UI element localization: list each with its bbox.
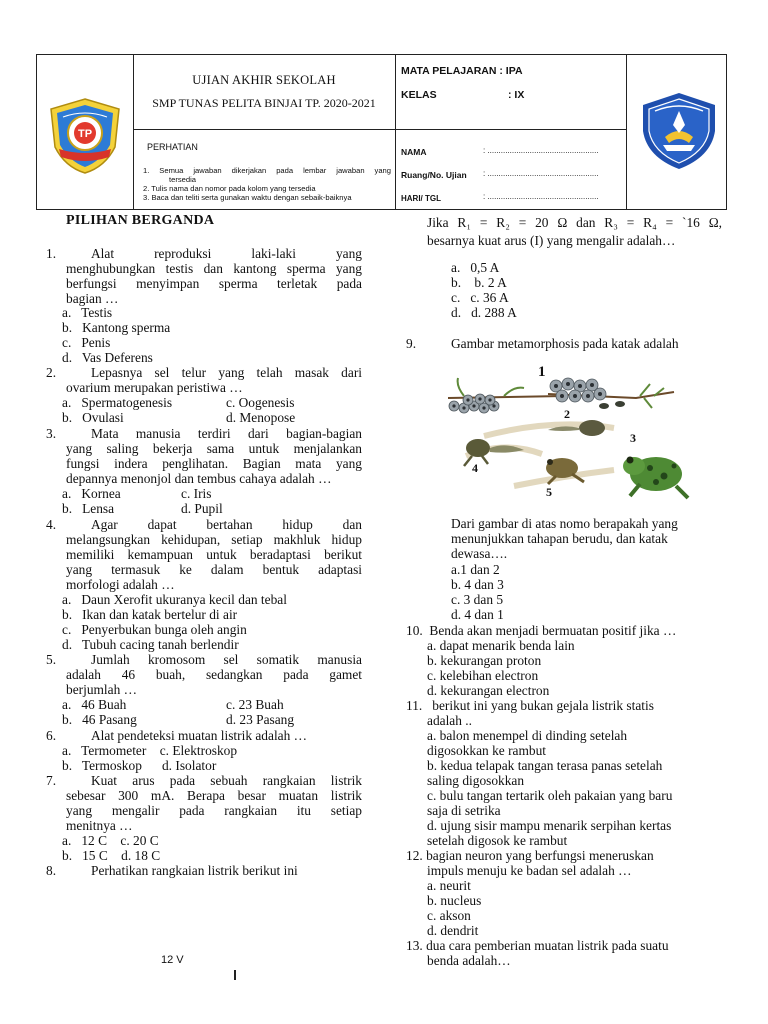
exam-header xyxy=(36,54,727,210)
option-c: c. Penis xyxy=(62,335,111,350)
option-c: c. c. 36 A xyxy=(451,290,509,305)
option-d: d. Pupil xyxy=(181,501,223,516)
class-label: KELAS xyxy=(401,89,437,101)
question-line: bagian … xyxy=(66,291,119,306)
section-title: PILIHAN BERGANDA xyxy=(66,213,215,228)
question-line: Gambar metamorphosis pada katak adalah xyxy=(451,336,679,351)
question-line: yang termasuk ke dalam bentuk adaptasi xyxy=(66,562,362,577)
option-d: d. 23 Pasang xyxy=(226,712,295,727)
options-a-c: a. 12 C c. 20 C xyxy=(62,833,159,848)
figure-label-2: 2 xyxy=(564,407,570,421)
question-line: berfungsi menyimpan sperma terletak pada xyxy=(66,276,362,291)
option-c: c. bulu tangan tertarik oleh pakaian yang baru xyxy=(427,788,673,803)
option-a-cont: digosokkan ke rambut xyxy=(427,743,547,758)
option-b: b. Kantong sperma xyxy=(62,320,171,335)
circuit-wire xyxy=(234,970,236,980)
option-b: b. kedua telapak tangan terasa panas setelah xyxy=(427,758,663,773)
option-d: d. dendrit xyxy=(427,923,479,938)
options-b-d: b. 15 C d. 18 C xyxy=(62,848,161,863)
option-b: b. kekurangan proton xyxy=(427,653,542,668)
option-a: a. Kornea xyxy=(62,486,121,501)
class-value: : IX xyxy=(508,89,525,101)
figure-label-4: 4 xyxy=(472,461,478,475)
question-line: Kuat arus pada sebuah rangkaian listrik xyxy=(91,773,362,788)
option-c: c. 23 Buah xyxy=(226,697,284,712)
figure-label-5: 5 xyxy=(546,485,552,499)
question-line: Perhatikan rangkaian listrik berikut ini xyxy=(91,863,298,878)
instruction-line: 3. Baca dan teliti serta gunakan waktu dengan sebaik-baiknya xyxy=(143,193,352,202)
question-line: morfologi adalah … xyxy=(66,577,175,592)
question-line: impuls menuju ke badan sel adalah … xyxy=(427,863,632,878)
question-line: yang saling bekerja sama untuk menjalankan xyxy=(66,441,362,456)
option-a: a. Testis xyxy=(62,305,113,320)
option-d: d. Tubuh cacing tanah berlendir xyxy=(62,637,239,652)
instruction-line: 1. Semua jawaban dikerjakan pada lembar jawaban yang xyxy=(143,166,391,175)
options-b-d: b. Termoskop d. Isolator xyxy=(62,758,217,773)
exam-title: UJIAN AKHIR SEKOLAH xyxy=(192,73,336,87)
option-c: c. Oogenesis xyxy=(226,395,295,410)
date-field: : .................................................. xyxy=(483,192,599,201)
question-number: 6. xyxy=(46,728,57,743)
question-line: Dari gambar di atas nomo berapakah yang xyxy=(451,516,678,531)
figure-label-1: 1 xyxy=(538,364,546,380)
option-a: a. balon menempel di dinding setelah xyxy=(427,728,628,743)
option-c: c. 3 dan 5 xyxy=(451,592,504,607)
option-d-cont: setelah digosok ke rambut xyxy=(427,833,568,848)
option-b: b. 4 dan 3 xyxy=(451,577,504,592)
question-line: berjumlah … xyxy=(66,682,138,697)
question-number: 1. xyxy=(46,246,57,261)
question-line: Alat pendeteksi muatan listrik adalah … xyxy=(91,728,308,743)
figure-label-3: 3 xyxy=(630,431,636,445)
option-b: b. 46 Pasang xyxy=(62,712,137,727)
date-label: HARI/ TGL xyxy=(401,194,441,203)
options-a-c: a. Termometer c. Elektroskop xyxy=(62,743,238,758)
question-line: 12. bagian neuron yang berfungsi meneruskan xyxy=(406,848,654,863)
question-line: 13. dua cara pemberian muatan listrik pada suatu xyxy=(406,938,669,953)
question-line: sebesar 300 mA. Berapa besar muatan listrik xyxy=(66,788,362,803)
question-line: benda adalah… xyxy=(427,953,511,968)
option-c-cont: saja di setrika xyxy=(427,803,501,818)
option-a: a. neurit xyxy=(427,878,471,893)
question-line: dewasa…. xyxy=(451,546,508,561)
question-line: Agar dapat bertahan hidup dan xyxy=(91,517,362,532)
school-name: SMP TUNAS PELITA BINJAI TP. 2020-2021 xyxy=(152,96,376,110)
question-line: yang mengalir pada rangkaian itu setiap xyxy=(66,803,362,818)
option-a: a. dapat menarik benda lain xyxy=(427,638,575,653)
question-line: Alat reproduksi laki-laki yang xyxy=(91,246,362,261)
option-d: d. 4 dan 1 xyxy=(451,607,504,622)
question-line: Jika R₁ = R₂ = 20 Ω dan R₃ = R₄ = `16 Ω, xyxy=(427,215,722,230)
question-line: Mata manusia terdiri dari bagian-bagian xyxy=(91,426,362,441)
question-line: menitnya … xyxy=(66,818,133,833)
subject-label: MATA PELAJARAN : IPA xyxy=(401,65,523,77)
option-c: c. kelebihan electron xyxy=(427,668,539,683)
option-b-cont: saling digosokkan xyxy=(427,773,525,788)
question-line: melangsungkan kehidupan, setiap makhluk hidup xyxy=(66,532,362,547)
option-d: d. ujung sisir mampu menarik serpihan kertas xyxy=(427,818,672,833)
question-line: adalah .. xyxy=(427,713,472,728)
question-line: besarnya kuat arus (I) yang mengalir adalah… xyxy=(427,233,676,248)
option-c: c. Iris xyxy=(181,486,212,501)
perhatian-label: PERHATIAN xyxy=(147,142,198,152)
question-line: adalah 46 buah, sedangkan pada gamet xyxy=(66,667,362,682)
question-number: 5. xyxy=(46,652,57,667)
question-number: 2. xyxy=(46,365,57,380)
question-line: Lepasnya sel telur yang telah masak dari xyxy=(91,365,362,380)
tut-wuri-handayani-logo-icon xyxy=(639,91,719,171)
option-a: a. 0,5 A xyxy=(451,260,500,275)
instruction-line: 2. Tulis nama dan nomor pada kolom yang tersedia xyxy=(143,184,316,193)
frog-metamorphosis-figure xyxy=(444,358,694,506)
question-line: Jumlah kromosom sel somatik manusia xyxy=(91,652,362,667)
svg-text:TP: TP xyxy=(77,128,93,140)
question-number: 8. xyxy=(46,863,57,878)
option-a: a. 46 Buah xyxy=(62,697,127,712)
room-label: Ruang/No. Ujian xyxy=(401,170,467,180)
school-logo-icon xyxy=(45,97,125,175)
option-b: b. Lensa xyxy=(62,501,115,516)
option-d: d. Menopose xyxy=(226,410,296,425)
question-number: 4. xyxy=(46,517,57,532)
question-line: 10. Benda akan menjadi bermuatan positif jika … xyxy=(406,623,677,638)
question-line: menunjukkan tahapan berudu, dan katak xyxy=(451,531,668,546)
option-d: d. Vas Deferens xyxy=(62,350,153,365)
option-b: b. b. 2 A xyxy=(451,275,507,290)
option-b: b. Ikan dan katak bertelur di air xyxy=(62,607,238,622)
question-number: 7. xyxy=(46,773,57,788)
option-b: b. Ovulasi xyxy=(62,410,124,425)
question-number: 9. xyxy=(406,336,417,351)
circuit-voltage-label: 12 V xyxy=(161,954,184,966)
option-a: a. Daun Xerofit ukuranya kecil dan tebal xyxy=(62,592,287,607)
question-line: 11. berikut ini yang bukan gejala listrik statis xyxy=(406,698,654,713)
option-c: c. Penyerbukan bunga oleh angin xyxy=(62,622,247,637)
instruction-line: tersedia xyxy=(169,175,197,184)
question-line: menghubungkan testis dan kantong sperma yang xyxy=(66,261,362,276)
option-d: d. d. 288 A xyxy=(451,305,517,320)
question-line: memiliki kemampuan untuk beradaptasi berikut xyxy=(66,547,362,562)
option-b: b. nucleus xyxy=(427,893,482,908)
option-d: d. kekurangan electron xyxy=(427,683,550,698)
option-a: a. Spermatogenesis xyxy=(62,395,173,410)
option-a: a.1 dan 2 xyxy=(451,562,500,577)
question-number: 3. xyxy=(46,426,57,441)
question-line: depannya menonjol dan tembus cahaya adalah … xyxy=(66,471,332,486)
question-line: ovarium merupakan peristiwa … xyxy=(66,380,243,395)
name-field: : .................................................. xyxy=(483,146,599,155)
name-label: NAMA xyxy=(401,147,427,157)
room-field: : .................................................. xyxy=(483,169,599,178)
option-c: c. akson xyxy=(427,908,471,923)
question-line: fungsi indera penglihatan. Bagian mata yang xyxy=(66,456,362,471)
